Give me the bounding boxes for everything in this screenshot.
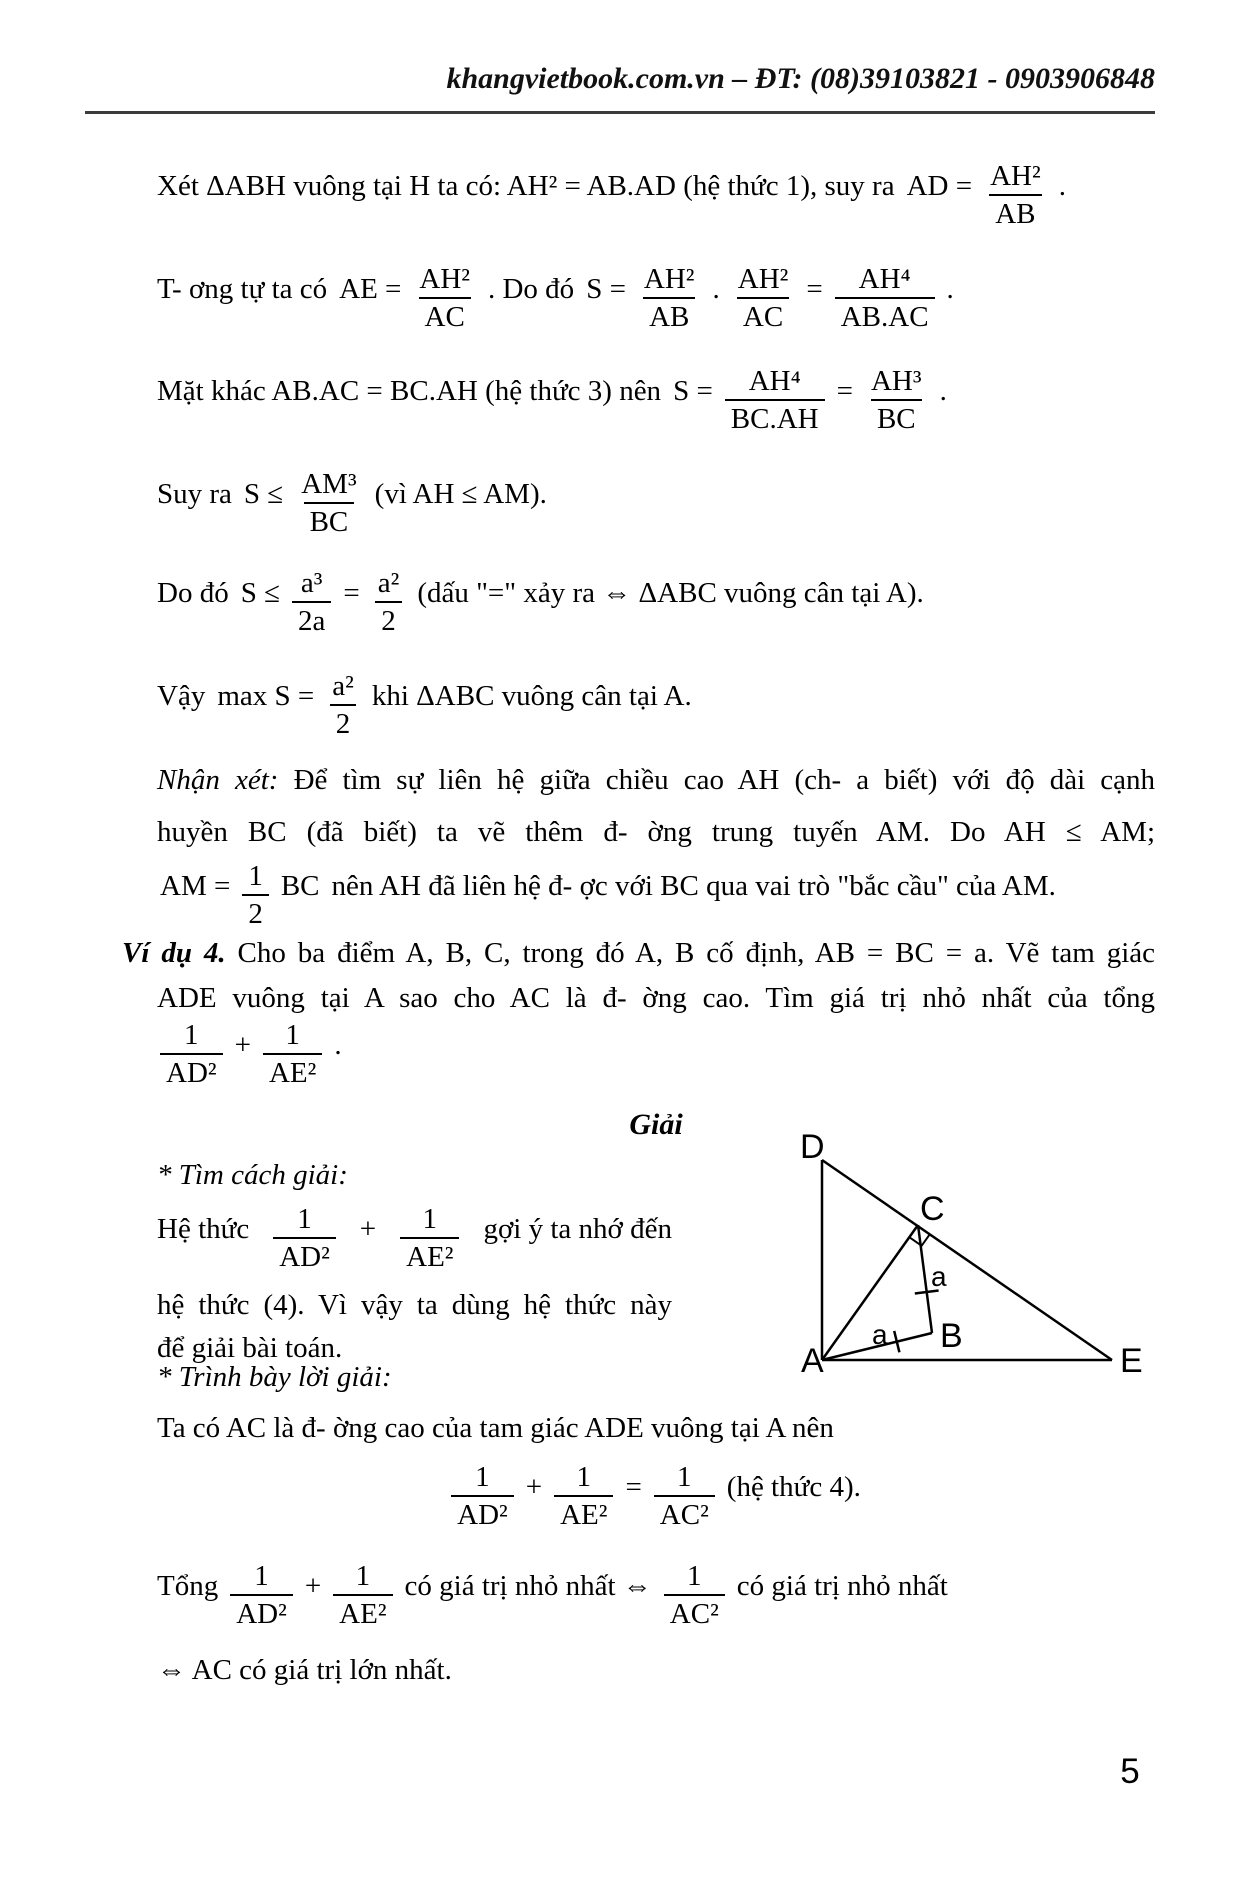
segment-label-a-AB: a: [872, 1319, 888, 1350]
example4-expression: $\frac{1}{\text{AD²}}$ + $\frac{1}{\text{AE²}}$ .: [160, 1006, 342, 1102]
present-intro: Ta có AC là đ- ờng cao của tam giác ADE vuông tại A nên: [157, 1412, 834, 1444]
paragraph-p4: Suy ra S ≤ $\frac{\text{AM³}}{BC}$ (vì AH ≤ AM).: [157, 467, 547, 538]
relation4-formula: $\frac{1}{\text{AD²}}$ + $\frac{1}{\text{AE²}}$ = $\frac{1}{\text{AC²}}$ (hệ thức 4).: [157, 1450, 1155, 1542]
solve-heading: Giải: [629, 1108, 683, 1141]
page-header: khangvietbook.com.vn – ĐT: (08)39103821 - 0903906848: [446, 62, 1155, 95]
find-method-line-3: để giải bài toán.: [157, 1332, 343, 1364]
fraction: $\frac{1}{\text{AE²}}$: [333, 1560, 392, 1631]
fraction: $\frac{1}{\text{AD²}}$: [230, 1560, 293, 1631]
fraction: $\frac{1}{\text{AD²}}$: [273, 1203, 336, 1274]
fraction: $\frac{\text{AH²}}{AB}$: [990, 159, 1041, 230]
fraction: $\frac{\text{AH²}}{AC}$: [419, 262, 470, 333]
fraction: $\frac{1}{\text{AD²}}$: [160, 1019, 223, 1090]
example4-label: Ví dụ 4.: [122, 937, 226, 969]
fraction: $\frac{1}{\text{AE²}}$: [400, 1203, 459, 1274]
fraction: $\frac{\text{AH²}}{AC}$: [737, 262, 789, 333]
fraction: $\frac{1}{\text{AC²}}$: [654, 1461, 715, 1532]
fraction: $\frac{\text{AH²}}{AB}$: [643, 262, 695, 333]
fraction: $\frac{\text{AH⁴}}{AB.AC}$: [835, 263, 935, 334]
vertex-label-E: E: [1120, 1342, 1143, 1380]
page-number: 5: [1120, 1752, 1140, 1791]
fraction: $\frac{\text{AM³}}{BC}$: [301, 467, 357, 538]
note-line-3: AM = $\frac{1}{2}$ BC nên AH đã liên hệ đ- ợc với BC qua vai trò "bắc cầu" của AM.: [160, 859, 1056, 930]
fraction: $\frac{\text{a³}}{2a}$: [292, 567, 331, 638]
triangle-diagram: [790, 1120, 1160, 1410]
paragraph-p2: T- ơng tự ta có AE = $\frac{\text{AH²}}{AC}$ . Do đó S = $\frac{\text{AH²}}{AB}$ . $\frac{\text{AH²}}{AC}$ = $\frac{\text{AH⁴}}{AB.AC}$ .: [157, 262, 954, 333]
fraction: $\frac{1}{2}$: [242, 860, 269, 931]
fraction: $\frac{1}{\text{AE²}}$: [554, 1461, 613, 1532]
paragraph-p6: Vậy max S = $\frac{\text{a²}}{2}$ khi ΔABC vuông cân tại A.: [157, 669, 692, 740]
header-rule: [85, 111, 1155, 114]
present-solution-heading: * Trình bày lời giải:: [157, 1361, 392, 1393]
find-method-line-2: hệ thức (4). Vì vậy ta dùng hệ thức này: [157, 1289, 672, 1321]
final-conclusion: ⇔ AC có giá trị lớn nhất.: [157, 1654, 452, 1686]
vertex-label-B: B: [940, 1317, 963, 1355]
example4-line-1: Ví dụ 4. Cho ba điểm A, B, C, trong đó A, B cố định, AB = BC = a. Vẽ tam giác: [122, 937, 1155, 969]
note-lead: Nhận xét:: [157, 764, 279, 796]
paragraph-p5: Do đó S ≤ $\frac{\text{a³}}{2a}$ = $\frac{\text{a²}}{2}$ (dấu "=" xảy ra ⇔ ΔABC vuông cân tại A).: [157, 566, 924, 637]
example4-line-2: ADE vuông tại A sao cho AC là đ- ờng cao. Tìm giá trị nhỏ nhất của tổng: [157, 982, 1155, 1014]
fraction: $\frac{\text{AH⁴}}{BC.AH}$: [725, 365, 825, 436]
find-method-line-1: Hệ thức $\frac{1}{\text{AD²}}$ + $\frac{1}{\text{AE²}}$ gợi ý ta nhớ đến: [157, 1202, 672, 1273]
fraction: $\frac{1}{\text{AC²}}$: [664, 1560, 725, 1631]
segment-label-a-CB: a: [931, 1261, 947, 1292]
segment-DE: [822, 1160, 1112, 1360]
find-method-heading: * Tìm cách giải:: [157, 1159, 348, 1191]
fraction: $\frac{\text{a²}}{2}$: [372, 567, 406, 638]
paragraph-p1: Xét ΔABH vuông tại H ta có: AH² = AB.AD (hệ thức 1), suy ra AD = $\frac{\text{AH²}}{AB}$ .: [157, 159, 1066, 230]
note-line-2: huyền BC (đã biết) ta vẽ thêm đ- ờng trung tuyến AM. Do AH ≤ AM;: [157, 816, 1155, 848]
tong-line: Tổng $\frac{1}{\text{AD²}}$ + $\frac{1}{\text{AE²}}$ có giá trị nhỏ nhất ⇔ $\frac{1}{\text{AC²}}$ có giá trị nhỏ nhất: [157, 1559, 948, 1630]
fraction: $\frac{1}{\text{AE²}}$: [263, 1019, 322, 1090]
note-line-1: Nhận xét: Để tìm sự liên hệ giữa chiều cao AH (ch- a biết) với độ dài cạnh: [157, 764, 1155, 796]
vertex-label-D: D: [800, 1128, 825, 1166]
paragraph-p3: Mặt khác AB.AC = BC.AH (hệ thức 3) nên S = $\frac{\text{AH⁴}}{BC.AH}$ = $\frac{\text{AH³}}{BC}$ .: [157, 364, 947, 435]
fraction: $\frac{\text{AH³}}{BC}$: [870, 364, 922, 435]
vertex-label-C: C: [920, 1190, 945, 1228]
vertex-label-A: A: [801, 1342, 824, 1380]
fraction: $\frac{\text{a²}}{2}$: [326, 670, 360, 741]
fraction: $\frac{1}{\text{AD²}}$: [451, 1461, 514, 1532]
